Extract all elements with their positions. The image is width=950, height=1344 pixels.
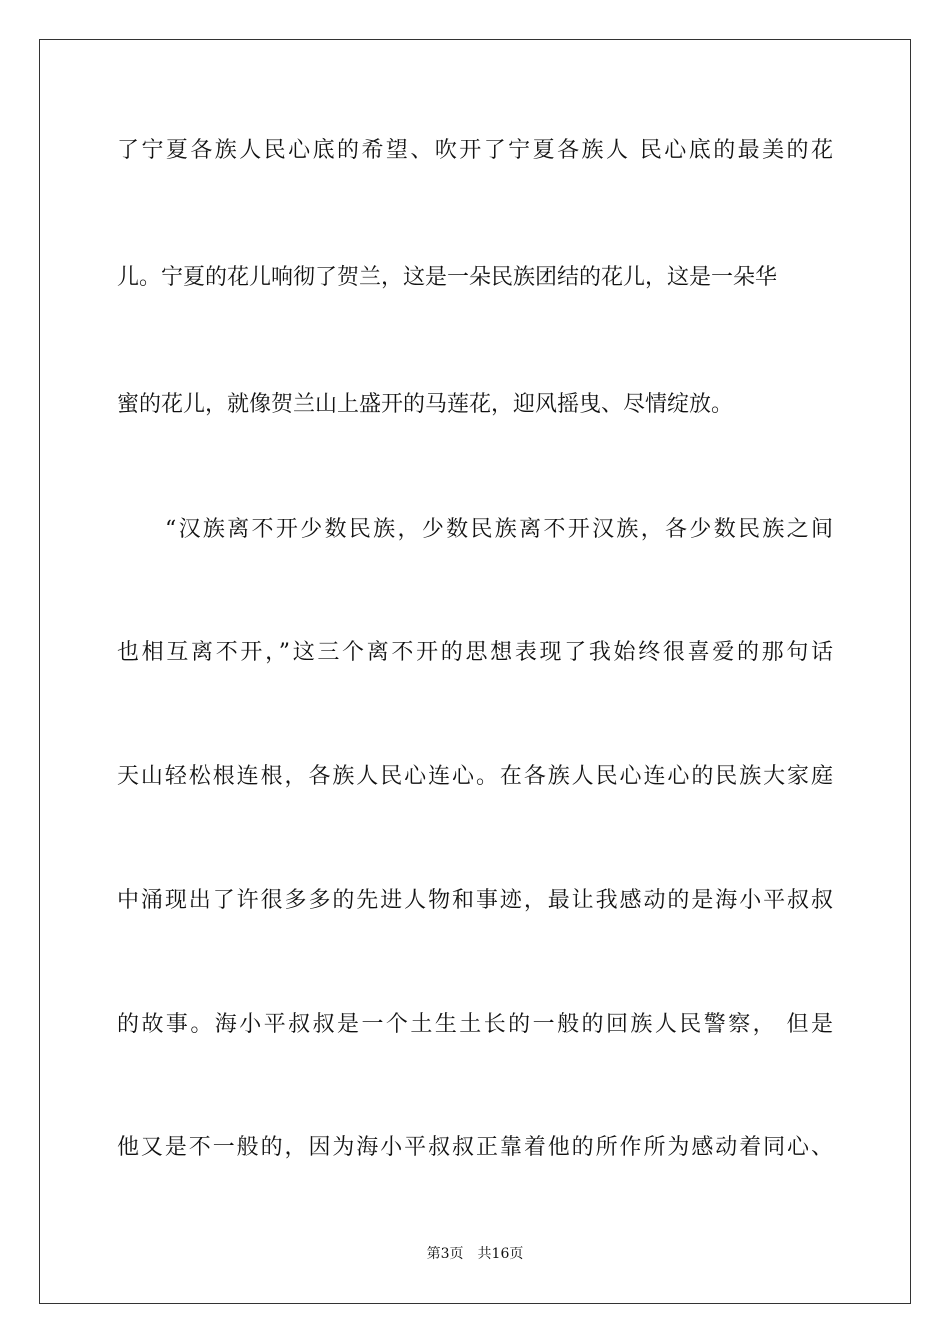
- body-text-line: 天山轻松根连根，各族人民心连心。在各族人民心连心的民族大家庭: [117, 764, 833, 789]
- body-text-line: 儿。宁夏的花儿响彻了贺兰，这是一朵民族团结的花儿，这是一朵华: [117, 265, 778, 290]
- body-text-line: 了宁夏各族人民心底的希望、吹开了宁夏各族人 民心底的最美的花: [117, 138, 833, 163]
- body-text-line: 也相互离不开，”这三个离不开的思想表现了我始终很喜爱的那句话: [117, 640, 833, 665]
- body-text-line: 的故事。海小平叔叔是一个土生土长的一般的回族人民警察， 但是: [117, 1012, 833, 1037]
- page-border: [39, 39, 911, 1304]
- page-number: 第3页: [426, 1246, 464, 1262]
- body-text-line: “汉族离不开少数民族，少数民族离不开汉族，各少数民族之间: [165, 517, 833, 542]
- body-text-line: 蜜的花儿，就像贺兰山上盛开的马莲花，迎风摇曳、尽情绽放。: [117, 392, 734, 417]
- body-text-line: 中涌现出了许很多多的先进人物和事迹，最让我感动的是海小平叔叔: [117, 888, 833, 913]
- page-total: 共16页: [477, 1246, 524, 1262]
- page-footer: [0, 1244, 950, 1264]
- body-text-line: 他又是不一般的，因为海小平叔叔正靠着他的所作所为感动着同心、: [117, 1135, 833, 1160]
